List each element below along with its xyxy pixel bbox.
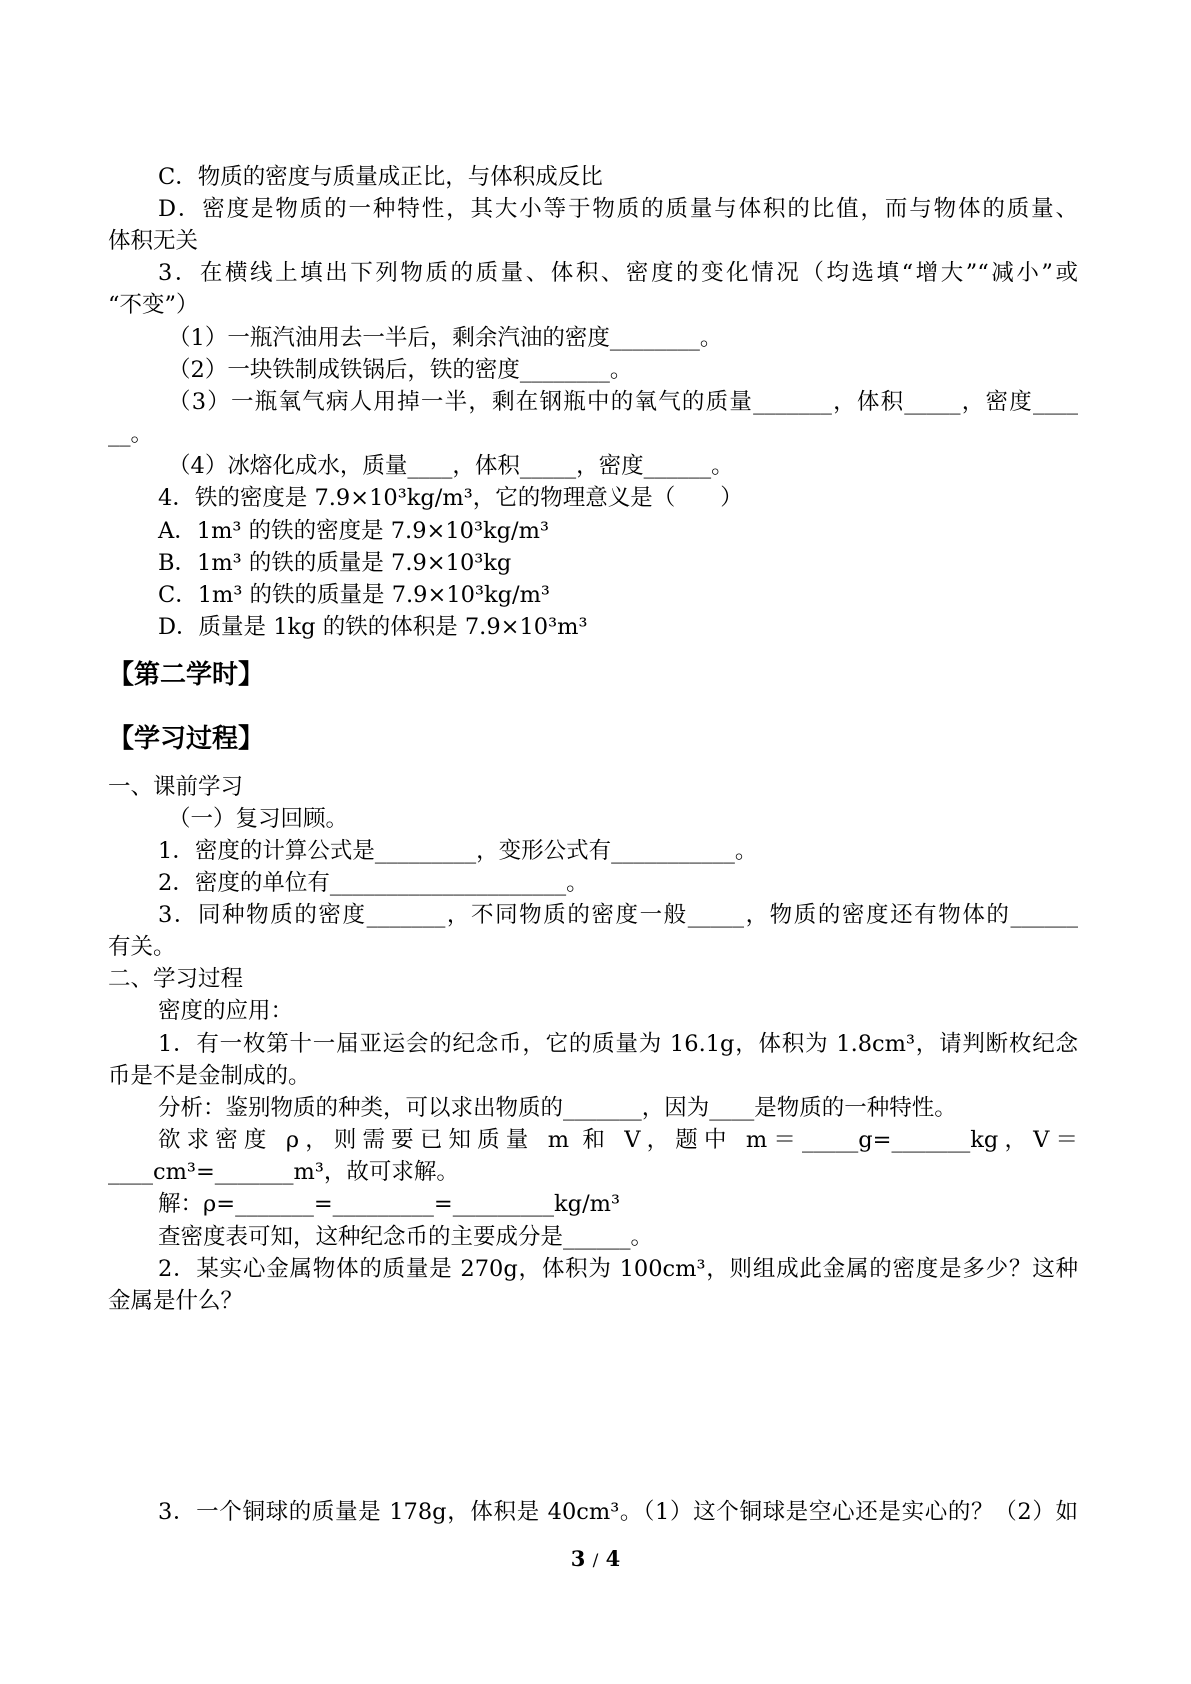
option-c-text: C．物质的密度与质量成正比，与体积成反比: [158, 164, 603, 190]
solution-text: 解：ρ=_______=_________=_________kg/m³: [158, 1191, 621, 1217]
part-2-heading: 二、学习过程: [108, 966, 244, 992]
question-3-text-continued: “不变”）: [108, 292, 199, 318]
page-number-current: 3: [570, 1546, 586, 1571]
question-4-option-b: B．1m³ 的铁的质量是 7.9×10³kg: [158, 550, 512, 576]
question-4-option-a: A．1m³ 的铁的密度是 7.9×10³kg/m³: [158, 518, 549, 544]
density-table-conclusion: 查密度表可知，这种纪念币的主要成分是______。: [158, 1224, 654, 1250]
review-heading: （一）复习回顾。: [168, 806, 349, 832]
review-item-1: 1．密度的计算公式是_________，变形公式有___________。: [158, 838, 758, 864]
example-2-text-continued: 金属是什么？: [108, 1288, 244, 1314]
question-4-text: 4．铁的密度是 7.9×10³kg/m³，它的物理意义是（ ）: [158, 485, 743, 511]
option-d-text: D．密度是物质的一种特性，其大小等于物质的质量与体积的比值，而与物体的质量、: [158, 196, 1078, 222]
option-d-text-continued: 体积无关: [108, 228, 199, 254]
part-1-heading: 一、课前学习: [108, 774, 244, 800]
page-number: [0, 1546, 1191, 1571]
question-3-text: 3．在横线上填出下列物质的质量、体积、密度的变化情况（均选填“增大”“减小”或: [158, 260, 1078, 286]
example-3-text: 3．一个铜球的质量是 178g，体积是 40cm³。（1）这个铜球是空心还是实心的？（2）如: [158, 1499, 1078, 1525]
density-application-label: 密度的应用：: [158, 998, 294, 1024]
section-heading-learning-process: 【学习过程】: [108, 724, 265, 754]
review-item-3: 3．同种物质的密度_______，不同物质的密度一般_____，物质的密度还有物体的______: [158, 902, 1078, 928]
sub-question-3-continued: __。: [108, 421, 154, 447]
page-number-separator: /: [592, 1551, 599, 1571]
example-1-text: 1．有一枚第十一届亚运会的纪念币，它的质量为 16.1g，体积为 1.8cm³，请判断枚纪念: [158, 1031, 1078, 1057]
sub-question-3: （3）一瓶氧气病人用掉一半，剩在钢瓶中的氧气的质量_______，体积_____，密度____: [168, 389, 1078, 415]
section-heading-second-lesson: 【第二学时】: [108, 660, 265, 690]
analysis-text-2: 欲求密度 ρ，则需要已知质量 m 和 V，题中 m＝_____g=_______kg，V＝: [158, 1127, 1078, 1153]
analysis-text: 分析：鉴别物质的种类，可以求出物质的_______，因为____是物质的一种特性。: [158, 1095, 957, 1121]
review-item-3-continued: 有关。: [108, 934, 176, 960]
page-number-total: 4: [605, 1546, 621, 1571]
example-2-text: 2．某实心金属物体的质量是 270g，体积为 100cm³，则组成此金属的密度是多少？这种: [158, 1256, 1078, 1282]
question-4-option-c: C．1m³ 的铁的质量是 7.9×10³kg/m³: [158, 582, 550, 608]
question-4-option-d: D．质量是 1kg 的铁的体积是 7.9×10³m³: [158, 614, 588, 640]
example-1-text-continued: 币是不是金制成的。: [108, 1063, 311, 1089]
review-item-2: 2．密度的单位有_____________________。: [158, 870, 589, 896]
sub-question-1: （1）一瓶汽油用去一半后，剩余汽油的密度________。: [168, 325, 723, 351]
sub-question-2: （2）一块铁制成铁锅后，铁的密度________。: [168, 357, 633, 383]
sub-question-4: （4）冰熔化成水，质量____，体积_____，密度______。: [168, 453, 734, 479]
analysis-text-2-continued: ____cm³=_______m³，故可求解。: [108, 1159, 459, 1185]
